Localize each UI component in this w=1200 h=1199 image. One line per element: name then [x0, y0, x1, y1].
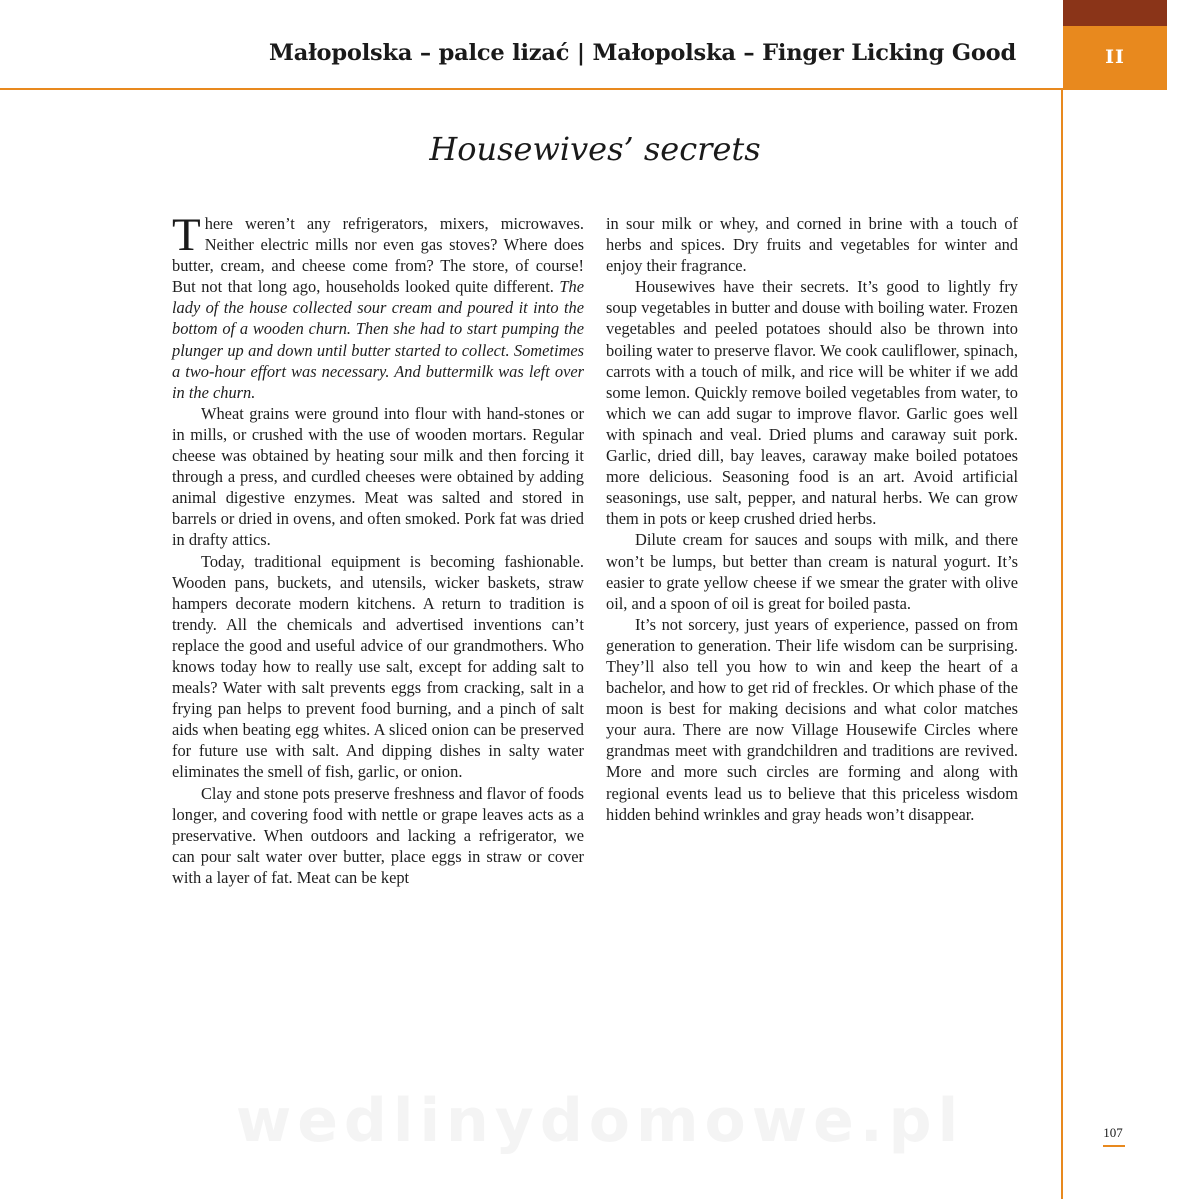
page-number: 107	[1103, 1125, 1123, 1140]
paragraph: Wheat grains were ground into flour with hand-stones or in mills, or crushed with the use of wooden mortars. Regular cheese was obtained by heating sour milk and then forcing it through a press, and curdled cheeses were obtained by adding animal digestive enzymes. Meat was salted and stored in barrels or dried in ovens, and often smoked. Pork fat was dried in drafty attics.	[172, 403, 584, 550]
article-title: Housewives’ secrets	[429, 130, 761, 168]
margin-rule	[1061, 88, 1063, 1199]
paragraph: Clay and stone pots preserve freshness and flavor of foods longer, and covering food with nettle or grape leaves acts as a preservative. When outdoors and lacking a refrigerator, we can pour salt water over butter, place eggs in straw or cover with a layer of fat. Meat can be kept	[172, 783, 584, 887]
left-column	[172, 209, 584, 888]
chapter-number: II	[1105, 46, 1125, 68]
paragraph	[172, 209, 584, 403]
paragraph: Housewives have their secrets. It’s good to lightly fry soup vegetables in butter and douse with boiling water. Frozen vegetables and peeled potatoes should also be thrown into boiling water to preserve flavor. We cook cauliflower, spinach, carrots with a touch of milk, and rice will be whiter if we add some lemon. Quickly remove boiled vegetables from water, to which we can add sugar to improve flavor. Garlic goes well with spinach and veal. Dried plums and caraway suit pork. Garlic, dried dill, bay leaves, caraway make boiled potatoes more delicious. Seasoning food is an art. Avoid artificial seasonings, use salt, pepper, and natural herbs. We can grow them in pots or keep crushed dried herbs.	[606, 277, 1018, 529]
chapter-tab-band	[1063, 0, 1167, 26]
watermark: wedlinydomowe.pl	[235, 1086, 965, 1156]
header-rule	[0, 88, 1062, 90]
paragraph: Today, traditional equipment is becoming fashionable. Wooden pans, buckets, and utensils, wicker baskets, straw hampers decorate modern kitchens. A return to tradition is trendy. All the chemicals and advertised inventions can’t replace the good and useful advice of our grandmothers. Who knows today how to really use salt, except for adding salt to meals? Water with salt prevents eggs from cracking, salt in a frying pan helps to prevent food burning, and a pinch of salt aids when beating egg whites. A sliced onion can be preserved for future use with salt. And dipping dishes in salty water eliminates the smell of fish, garlic, or onion.	[172, 551, 584, 782]
paragraph: Dilute cream for sauces and soups with milk, and there won’t be lumps, but better than cream is natural yogurt. It’s easier to grate yellow cheese if we smear the grater with olive oil, and a spoon of oil is great for boiled pasta.	[606, 530, 1018, 613]
italic-passage: The lady of the house collected sour cream and poured it into the bottom of a wooden churn. Then she had to start pumping the plunger up and down until butter started to collect. Sometimes a two-hour effort was necessary. And buttermilk was left over in the churn.	[172, 277, 584, 402]
right-column	[606, 213, 1018, 825]
paragraph: in sour milk or whey, and corned in brine with a touch of herbs and spices. Dry fruits and vegetables for winter and enjoy their fragrance.	[606, 214, 1018, 276]
running-header: Małopolska – palce lizać | Małopolska – Finger Licking Good	[269, 40, 1016, 66]
chapter-tab	[1063, 0, 1167, 90]
paragraph: It’s not sorcery, just years of experience, passed on from generation to generation. Their life wisdom can be surprising. They’ll also tell you how to win and keep the heart of a bachelor, and how to get rid of freckles. Or which phase of the moon is best for making decisions and what color matches your aura. There are now Village Housewife Circles where grandmas meet with grandchildren and traditions are revived. More and more such circles are forming and along with regional events lead us to believe that this priceless wisdom hidden behind wrinkles and gray heads won’t disappear.	[606, 614, 1018, 824]
drop-cap: T	[172, 209, 201, 261]
page-number-rule	[1103, 1145, 1125, 1147]
paragraph-text: here weren’t any refrigerators, mixers, microwaves. Neither electric mills nor even gas stoves? Where does butter, cream, and cheese come from? The store, of course! But not that long ago, households looked quite different.	[172, 214, 584, 297]
